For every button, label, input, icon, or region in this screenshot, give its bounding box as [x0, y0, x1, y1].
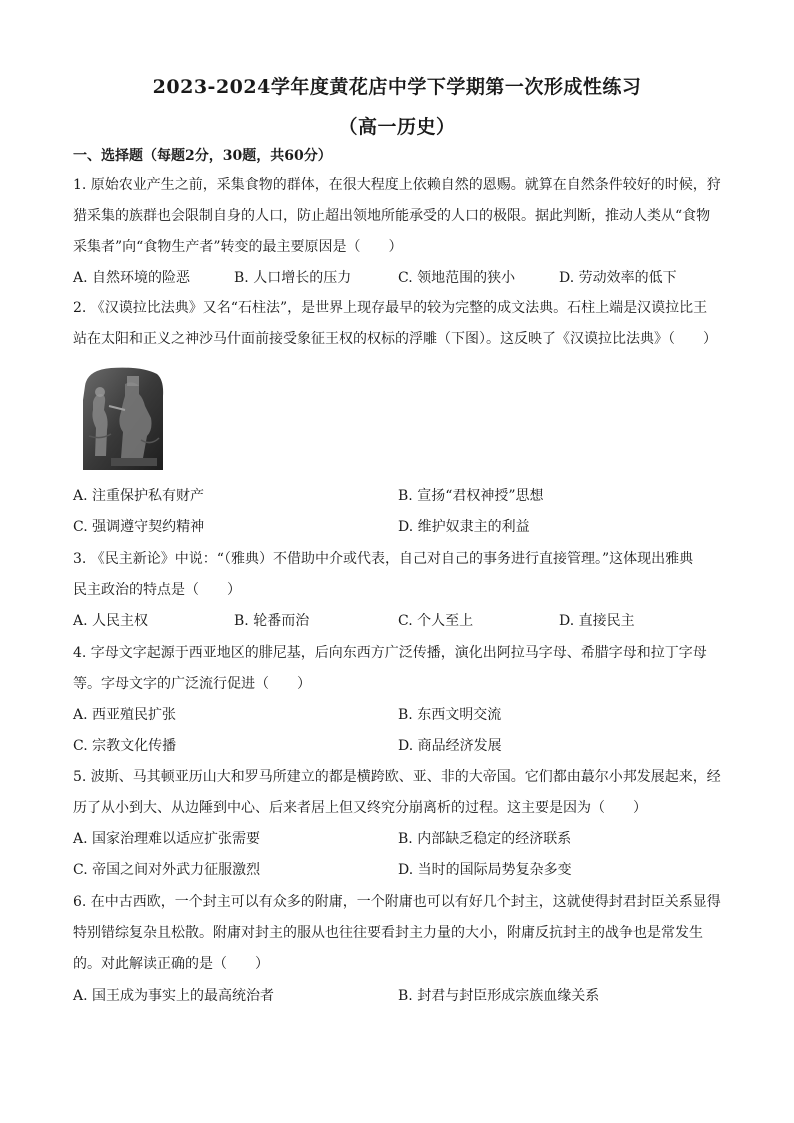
question-text-line: 等。字母文字的广泛流行促进（ ）: [73, 676, 311, 692]
option-b[interactable]: B. 宣扬“君权神授”思想: [398, 488, 544, 504]
option-c[interactable]: C. 领地范围的狭小: [398, 270, 516, 286]
page-title: 2023-2024学年度黄花店中学下学期第一次形成性练习: [152, 76, 642, 98]
option-b[interactable]: B. 轮番而治: [234, 613, 310, 629]
option-a[interactable]: A. 人民主权: [73, 613, 149, 629]
section-heading: 一、选择题（每题2分，30题，共60分）: [73, 148, 332, 164]
option-c[interactable]: C. 宗教文化传播: [73, 738, 177, 754]
option-d[interactable]: D. 直接民主: [559, 613, 635, 629]
question-text-line: 民主政治的特点是（ ）: [73, 582, 241, 598]
page-subtitle: （高一历史）: [338, 116, 456, 138]
question-text-line: 2. 《汉谟拉比法典》又名“石柱法”，是世界上现存最早的较为完整的成文法典。石柱上端是汉谟拉比王: [73, 300, 708, 316]
option-d[interactable]: D. 劳动效率的低下: [559, 270, 677, 286]
option-c[interactable]: C. 强调遵守契约精神: [73, 519, 205, 535]
question-text-line: 4. 字母文字起源于西亚地区的腓尼基，后向东西方广泛传播，演化出阿拉马字母、希腊字母和拉丁字母: [73, 645, 707, 661]
question-text-line: 历了从小到大、从边陲到中心、后来者居上但又终究分崩离析的过程。这主要是因为（ ）: [73, 800, 647, 816]
question-text-line: 6. 在中古西欧，一个封主可以有众多的附庸，一个附庸也可以有好几个封主，这就使得封君封臣关系显得: [73, 894, 721, 910]
question-text-line: 3. 《民主新论》中说：“（雅典）不借助中介或代表，自己对自己的事务进行直接管理。”这体现出雅典: [73, 551, 694, 567]
question-text-line: 站在太阳和正义之神沙马什面前接受象征王权的权标的浮雕（下图）。这反映了《汉谟拉比法典》（ ）: [73, 331, 717, 347]
question-text-line: 采集者”向“食物生产者”转变的最主要原因是（ ）: [73, 239, 403, 255]
option-a[interactable]: A. 注重保护私有财产: [73, 488, 205, 504]
option-b[interactable]: B. 人口增长的压力: [234, 270, 352, 286]
option-c[interactable]: C. 帝国之间对外武力征服激烈: [73, 862, 261, 878]
option-d[interactable]: D. 商品经济发展: [398, 738, 502, 754]
question-text-line: 特别错综复杂且松散。附庸对封主的服从也往往要看封主力量的大小，附庸反抗封主的战争也是常发生: [73, 925, 703, 941]
option-b[interactable]: B. 东西文明交流: [398, 707, 502, 723]
option-b[interactable]: B. 内部缺乏稳定的经济联系: [398, 831, 572, 847]
option-a[interactable]: A. 国王成为事实上的最高统治者: [73, 988, 275, 1004]
question-text-line: 5. 波斯、马其顿亚历山大和罗马所建立的都是横跨欧、亚、非的大帝国。它们都由蕞尔小邦发展起来，经: [73, 769, 721, 785]
question-text-line: 猎采集的族群也会限制自身的人口，防止超出领地所能承受的人口的极限。据此判断，推动人类从“食物: [73, 208, 711, 224]
option-b[interactable]: B. 封君与封臣形成宗族血缘关系: [398, 988, 600, 1004]
option-a[interactable]: A. 国家治理难以适应扩张需要: [73, 831, 261, 847]
hammurabi-stele-relief-image: [81, 366, 165, 473]
question-text-line: 的。对此解读正确的是（ ）: [73, 956, 269, 972]
question-text-line: 1. 原始农业产生之前，采集食物的群体，在很大程度上依赖自然的恩赐。就算在自然条件较好的时候，狩: [73, 177, 721, 193]
option-d[interactable]: D. 维护奴隶主的利益: [398, 519, 530, 535]
option-c[interactable]: C. 个人至上: [398, 613, 474, 629]
option-a[interactable]: A. 西亚殖民扩张: [73, 707, 177, 723]
option-d[interactable]: D. 当时的国际局势复杂多变: [398, 862, 572, 878]
option-a[interactable]: A. 自然环境的险恶: [73, 270, 191, 286]
